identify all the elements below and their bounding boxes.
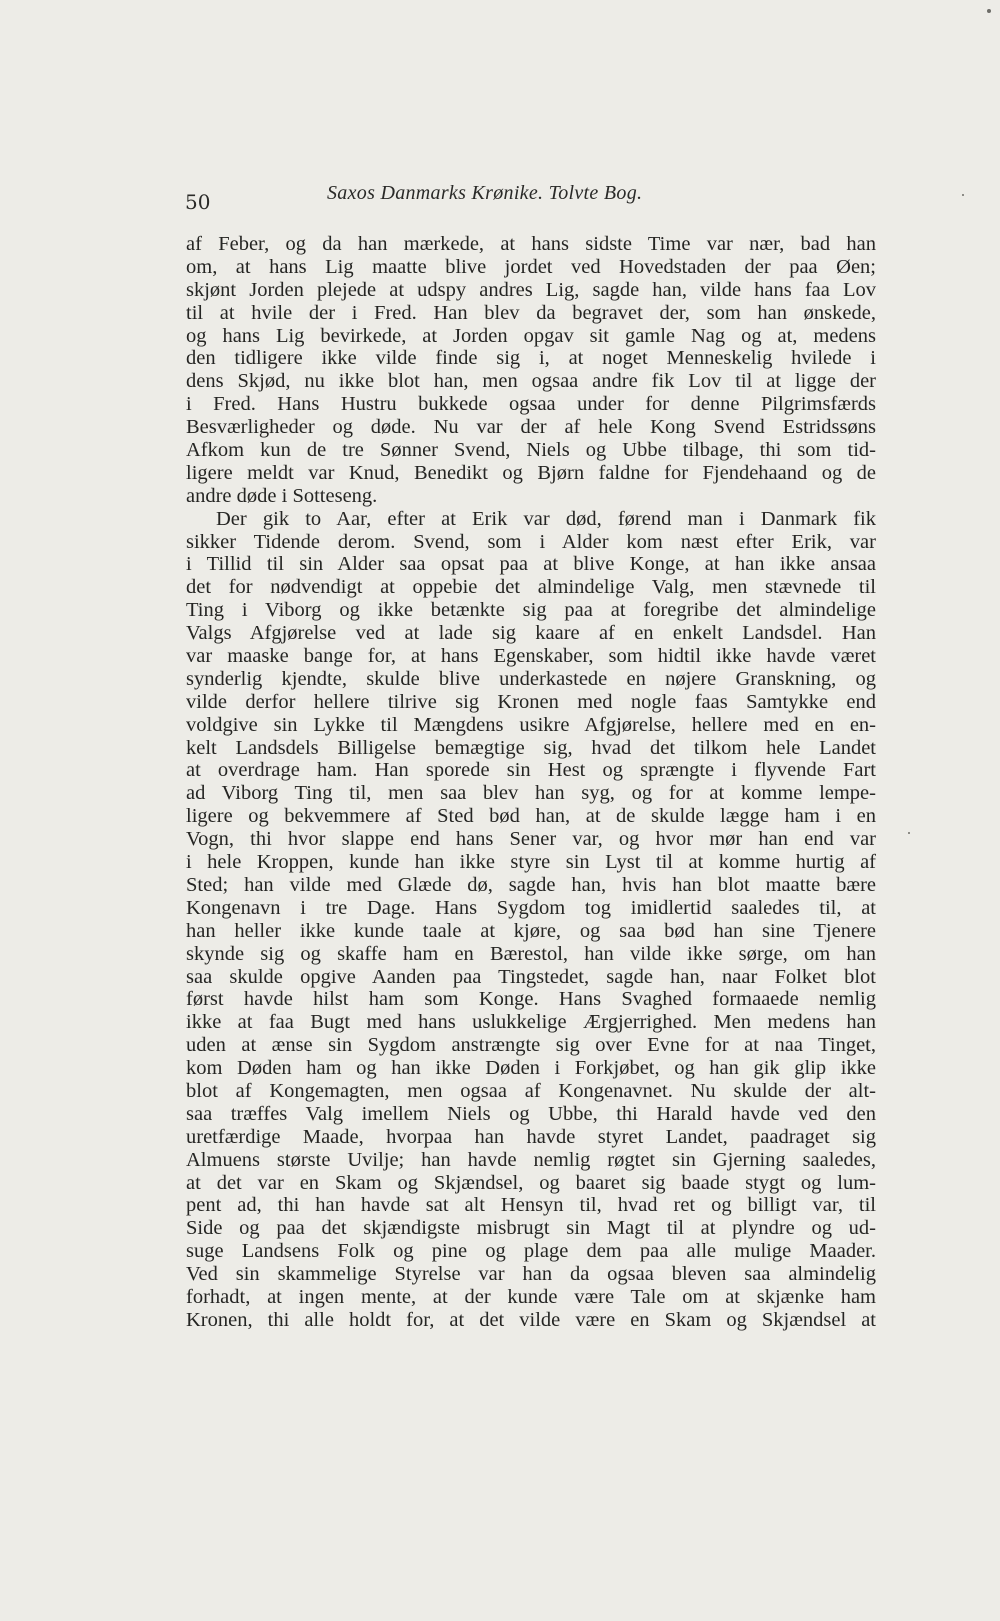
text-line: andre døde i Sotteseng. <box>186 484 378 507</box>
text-line: pent ad, thi han havde sat alt Hensyn til, hvad ret og billigt var, til <box>186 1194 876 1217</box>
text-line: ligere meldt var Knud, Benedikt og Bjørn faldne for Fjendehaand og de <box>186 461 876 484</box>
text-line: Valgs Afgjørelse ved at lade sig kaare af en enkelt Landsdel. Han <box>186 622 876 645</box>
text-line: voldgive sin Lykke til Mængdens usikre Afgjørelse, hellere med en en- <box>186 713 876 736</box>
text-line: Almuens største Uvilje; han havde nemlig røgtet sin Gjerning saaledes, <box>186 1148 876 1171</box>
text-line: i Fred. Hans Hustru bukkede ogsaa under for denne Pilgrimsfærds <box>186 393 876 416</box>
text-line: i Tillid til sin Alder saa opsat paa at blive Konge, at han ikke ansaa <box>186 553 876 576</box>
paper-speck <box>987 9 991 13</box>
text-line: ligere og bekvemmere af Sted bød han, at de skulde lægge ham i en <box>186 805 876 828</box>
paper-speck <box>908 832 910 834</box>
text-line: synderlig kjendte, skulde blive underkastede en nøjere Granskning, og <box>186 667 876 690</box>
text-line: til at hvile der i Fred. Han blev da begravet der, som han ønskede, <box>186 301 876 324</box>
text-line: at det var en Skam og Skjændsel, og baaret sig baade stygt og lum- <box>186 1171 876 1194</box>
text-line: skynde sig og skaffe ham en Bærestol, han vilde ikke sørge, om han <box>186 942 876 965</box>
text-line: Ved sin skammelige Styrelse var han da ogsaa bleven saa almindelig <box>186 1263 876 1286</box>
text-line: i hele Kroppen, kunde han ikke styre sin Lyst til at komme hurtig af <box>186 851 876 874</box>
text-line: skjønt Jorden plejede at udspy andres Lig, sagde han, vilde hans faa Lov <box>186 278 876 301</box>
text-line: kom Døden ham og han ikke Døden i Forkjøbet, og han gik glip ikke <box>186 1057 876 1080</box>
text-line: Kronen, thi alle holdt for, at det vilde være en Skam og Skjændsel at <box>186 1308 876 1331</box>
text-line: Vogn, thi hvor slappe end hans Sener var, og hvor mør han end var <box>186 828 876 851</box>
body-text <box>186 233 876 1332</box>
text-line: Besværligheder og døde. Nu var der af hele Kong Svend Estridssøns <box>186 416 876 439</box>
page-header <box>185 182 875 212</box>
text-line: forhadt, at ingen mente, at der kunde være Tale om at skjænke ham <box>186 1285 876 1308</box>
text-line: og hans Lig bevirkede, at Jorden opgav sit gamle Nag og at, medens <box>186 324 876 347</box>
text-line: Der gik to Aar, efter at Erik var død, førend man i Danmark fik <box>216 507 876 530</box>
text-line: den tidligere ikke vilde finde sig i, at noget Menneskelig hvilede i <box>186 347 876 370</box>
text-line: ad Viborg Ting til, men saa blev han syg, og for at komme lempe- <box>186 782 876 805</box>
text-line: sikker Tidende derom. Svend, som i Alder kom næst efter Erik, var <box>186 530 876 553</box>
text-line: var maaske bange for, at hans Egenskaber, som hidtil ikke havde været <box>186 645 876 668</box>
text-line: Kongenavn i tre Dage. Hans Sygdom tog imidlertid saaledes til, at <box>186 896 876 919</box>
running-head: Saxos Danmarks Krønike. Tolvte Bog. <box>327 182 643 204</box>
text-line: saa skulde opgive Aanden paa Tingstedet, sagde han, naar Folket blot <box>186 965 876 988</box>
text-line: han heller ikke kunde taale at kjøre, og saa bød han sine Tjenere <box>186 919 876 942</box>
text-line: det for nødvendigt at oppebie det almindelige Valg, men stævnede til <box>186 576 876 599</box>
paper-speck <box>962 194 964 196</box>
text-line: saa træffes Valg imellem Niels og Ubbe, thi Harald havde ved den <box>186 1102 876 1125</box>
text-line: suge Landsens Folk og pine og plage dem paa alle mulige Maader. <box>186 1240 876 1263</box>
text-line: ikke at faa Bugt med hans uslukkelige Ærgjerrighed. Men medens han <box>186 1011 876 1034</box>
text-line: vilde derfor hellere tilrive sig Kronen med nogle faas Samtykke end <box>186 690 876 713</box>
text-line: først havde hilst ham som Konge. Hans Svaghed formaaede nemlig <box>186 988 876 1011</box>
text-line: blot af Kongemagten, men ogsaa af Kongenavnet. Nu skulde der alt- <box>186 1079 876 1102</box>
text-line: dens Skjød, nu ikke blot han, men ogsaa andre fik Lov til at ligge der <box>186 370 876 393</box>
text-line: af Feber, og da han mærkede, at hans sidste Time var nær, bad han <box>186 233 876 255</box>
text-line: uretfærdige Maade, hvorpaa han havde styret Landet, paadraget sig <box>186 1125 876 1148</box>
text-line: kelt Landsdels Billigelse bemægtige sig, hvad det tilkom hele Landet <box>186 736 876 759</box>
page-number: 50 <box>185 190 211 214</box>
text-line: Afkom kun de tre Sønner Svend, Niels og Ubbe tilbage, thi som tid- <box>186 439 876 462</box>
text-line: at overdrage ham. Han sporede sin Hest og sprængte i flyvende Fart <box>186 759 876 782</box>
text-line: Side og paa det skjændigste misbrugt sin Magt til at plyndre og ud- <box>186 1217 876 1240</box>
text-line: Sted; han vilde med Glæde dø, sagde han, hvis han blot maatte bære <box>186 873 876 896</box>
text-line: Ting i Viborg og ikke betænkte sig paa at foregribe det almindelige <box>186 599 876 622</box>
text-line: om, at hans Lig maatte blive jordet ved Hovedstaden der paa Øen; <box>186 255 876 278</box>
text-line: uden at ænse sin Sygdom anstrængte sig over Evne for at naa Tinget, <box>186 1034 876 1057</box>
